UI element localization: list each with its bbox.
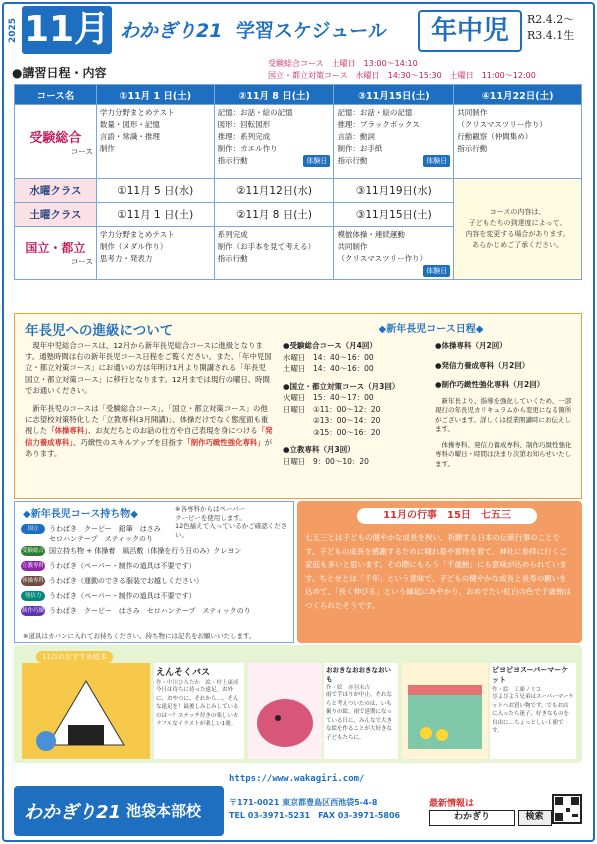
sat-date-3: ③11月15日(土) [334,203,454,227]
items-note: ※各専科からはペーパー クーピーを使用します。 12色揃えて入っているかご確認ください。 [175,505,288,539]
book-cover-2 [248,663,322,759]
birth-range [527,12,574,44]
supermarket-illustration [402,663,488,759]
book-author: 作・絵 赤羽末吉 [326,685,371,691]
sat-date-1: ①11月 1 日(土) [96,203,214,227]
header [8,6,589,56]
course-kokuritsu-sub: コース [70,257,93,266]
table-header: コース名 [15,85,97,105]
book-title: えんそくバス [156,668,211,678]
kokuritsu-cell-1: 学力分野まとめテスト 制作（メダル作り） 思考力・発表力 [96,227,214,280]
juken-cell-1: 学力分野まとめテスト 数量・図形・記憶 言語・常識・推理 制作 [96,105,214,179]
footer-contact [229,796,400,822]
juken-cell-3-text: 記憶：お話・絵の記憶 推理：ブラックボックス 言語：動詞 制作：お手紙 指示行動 [337,108,420,165]
search-button[interactable]: 検索 [518,810,552,826]
table-header: ②11月 8 日(土) [214,85,334,105]
trial-badge: 体験日 [303,155,330,167]
brand-logo: わかぎり21 [120,20,223,42]
item-tag: 発信力 [21,591,45,601]
advance-paragraph-1: 現年中児総合コースは、12月から新年長児総合コースに進級となります。通塾時間は右の新年長児コース日程をご覧ください。また、「年中児国立・都立対策コース」にお通いの方は年明け1月より開講される「年長児国立・都立対策コース」に移行となります。12月までは現行の曜日、時間でお通いください。 [25,341,272,395]
onigiri-illustration [22,663,150,759]
book-description: ぴよぴよ５兄弟はスーパーマーケットへお買い物です。でもお店に入ったら迷子、好きなものを自由に…ちょっとしい１冊です。 [492,694,574,734]
search-input[interactable]: わかぎり [429,810,515,826]
search-box[interactable] [429,810,557,826]
book-card-3 [490,663,576,759]
footer [14,768,582,838]
book-description: 今日は待ちに待った遠足。お外に、おやつに、それから…。そんな遠足を！最後しみじみしているのは～？ステッチ付きの楽しいカラフルなイラストが楽しい1冊。 [156,687,239,727]
grade-badge: 年中児 [418,10,522,52]
event-box [297,501,582,643]
course-times [268,58,536,82]
qr-pattern [554,796,580,822]
schedule-course: ●受験総合コース（月4回） [283,341,377,350]
table-header-row [15,85,582,105]
month-label: 11月 [22,6,112,54]
items-box [14,501,294,643]
wed-date-3: ③11月19日(水) [334,179,454,203]
schedule-time: 土曜日 14：40～16：00 [283,364,374,373]
list-item [21,546,289,556]
schedule-time: ②13：00～14：20 [313,416,381,425]
item-text: うわばき（ペーパー・制作の道具は不要です） [49,562,196,570]
course-juken [15,105,97,179]
potato-illustration [248,663,322,759]
wed-date-2: ②11月12日(水) [214,179,334,203]
advance-section [14,313,582,499]
kokuritsu-cell-2: 系列完成 制作（お手本を見て考える） 指示行動 [214,227,334,280]
advance-text-part: 新年長児のコースは「受験総合コース」、「国立・都立対策コース」の他に志望校対策特化した「立教専科(3月開講)」、体操だけでなく態度面も重視した [25,404,269,436]
table-header: ④11月22日(土) [454,85,582,105]
latest-info-label: 最新情報は [429,799,475,809]
table-header: ①11月 1 日(土) [96,85,214,105]
schedule-time: 水曜日 14：40～16：00 [283,352,374,362]
section-title: ●講習日程・内容 [12,66,107,80]
list-item [21,576,289,586]
item-tag: 体操専科 [21,578,44,584]
qr-code-icon[interactable] [552,794,582,824]
juken-cell-2 [214,105,334,179]
schedule-time: 日曜日 ①11：00～12：20 [283,404,381,414]
birth-to: R3.4.1生 [527,29,575,42]
footer-logo: わかぎり21 [24,802,122,823]
item-tag: 国立 [21,524,45,534]
book-card-1 [154,663,244,759]
list-item [21,606,289,616]
advance-text-part: 、お友だちとのお話の仕方や自己表現を身につける [87,426,258,436]
item-text: うわばき クーピー はさみ セロハンテープ スティックのり [49,607,251,615]
list-item [21,524,289,544]
event-title: 11月の行事 15日 七五三 [357,508,537,524]
item-text: うわばき（運動のできる服装でお越しください） [49,577,203,585]
kokuritsu-cell-3-text: 模倣体操・連続運動 共同制作 （クリスマスツリー作り） [337,230,428,263]
course-kokuritsu-name: 国立・都立 [25,241,86,255]
trial-badge: 体験日 [423,155,450,167]
new-schedule [283,320,579,496]
times-line-2: 国立・都立対策コース 水曜日 14:30～15:30 土曜日 11:00～12:00 [268,71,536,80]
footer-brand [14,786,224,836]
schedule-note: 新年長より、指導を強化していくため、一部現行の年長児カリキュラムから変更になる箇所がございます。詳しくは授業開講時にお伝えします。 [435,396,572,433]
birth-from: R2.4.2～ [527,13,575,26]
advance-title: 年長児への進級について [25,323,174,339]
course-note [454,179,582,280]
schedule-course: ●体操専科（月2回） [435,341,507,350]
kokuritsu-cell-3 [334,227,454,280]
table-header: ③11月15日(土) [334,85,454,105]
class-sat: 土曜クラス [15,203,97,227]
advance-highlight: 「体操専科」 [47,426,88,436]
year-label: 2025 [8,17,18,43]
new-schedule-right [435,340,577,469]
schedule-time: ③15：00～16：20 [313,427,381,437]
new-schedule-left [283,340,431,467]
book-section [14,645,582,763]
schedule-note: 体操専科、発信力養成専科、制作巧緻性強化専科の曜日・時間は決まり次第お知らせいたします。 [435,440,572,468]
list-item [21,561,289,571]
advance-paragraph-2 [25,403,273,459]
juken-cell-3 [334,105,454,179]
juken-cell-4: 共同制作 （クリスマスツリー作り） 行動観察（仲間集め） 指示行動 [454,105,582,179]
advance-text-part: 、巧緻性のスキルアップを目指す [73,437,184,447]
sat-date-2: ②11月 8 日(土) [214,203,334,227]
advance-highlight: 「制作巧緻性強化専科」 [183,437,265,447]
advance-highlight: 「発信力養成専科」 [25,426,273,447]
item-tag: 制作巧緻 [21,608,44,614]
item-tag: 立教専科 [21,563,44,569]
footer-phone: TEL 03-3971-5231 FAX 03-3971-5806 [229,811,401,820]
course-juken-name: 受験総合 [29,130,82,146]
book-description: 雨で芋ほりが中止。それならと考えついたのは、いも掘りの絵。雨で延期になっている日に、みんなで大きな絵を作ることが大好きな子どもたちに。 [326,692,393,741]
items-footnote: ※道具はカバンに入れてお持ちください。持ち物には記名をお願いいたします。 [23,632,256,640]
trial-badge: 体験日 [423,265,450,277]
book-cover-3 [402,663,488,759]
list-item [21,591,289,601]
book-title: おおきなおおきなおいも [326,666,391,683]
items-title: ◆新年長児コース持ち物◆ [23,509,138,520]
schedule-time: 火曜日 15：40～17：00 [283,393,374,402]
book-author: 作・中川ひろたか 絵・村上康成 [156,680,239,686]
course-kokuritsu [15,227,97,280]
item-text: 国立持ち物 + 体操着 風呂敷（体操を行う日のみ）クレヨン [49,547,242,555]
book-cover-1 [22,663,150,759]
advance-text-part: があります。 [25,437,273,458]
table-row-wed [15,179,582,203]
book-card-2 [324,663,398,759]
item-text: うわばき クーピー 鉛筆 はさみ セロハンテープ スティックのり [49,525,161,543]
footer-branch: 池袋本部校 [126,802,202,820]
item-text: うわばき（ペーパー・制作の道具は不要です） [49,592,196,600]
schedule-course: ●立教専科（月3回） [283,445,355,454]
book-author: 作・絵 工藤ノリコ [492,687,542,693]
juken-cell-2-text: 記憶：お話・絵の記憶 図形：回転図形 推理：系列完成 制作：カエル作り 指示行動 [217,108,293,165]
new-schedule-title: ◆新年長児コース日程◆ [378,324,484,335]
schedule-table [14,84,582,280]
advance-text [25,340,273,466]
wed-date-1: ①11月 5 日(水) [96,179,214,203]
item-tag: 受験総合 [21,548,44,554]
schedule-time: 日曜日 9：00～10：20 [283,456,369,466]
schedule-course: ●制作巧緻性強化専科（月2回） [435,380,545,389]
schedule-course: ●発信力養成専科（月2回） [435,360,530,370]
class-wed: 水曜クラス [15,179,97,203]
table-row-juken [15,105,582,179]
book-title: ピヨピヨスーパーマーケット [492,666,569,684]
book-section-label: 11月のおすすめ絵本 [36,651,113,663]
course-juken-sub: コース [70,146,93,156]
footer-address: 〒171-0021 東京都豊島区西池袋5-4-8 [229,798,378,807]
page-title: 学習スケジュール [236,20,387,42]
event-text: 七五三とは子どもの健やかな成長を祝い、祈願する日本の伝統行事のことです。子どもの成長を感謝するために晴れ着や着物を着て、神社に参拝に行くご家庭も多いと思います。その際にもらう「千歳飴」にも意味が込められています。ちとせとは「千年」という意味で、子どもの健やかな成長と長寿の願いを込めて、「長く伸びる」という縁起にあやかり、おめでたい紅白の色で千歳飴はつくられたそうです。 [305,533,572,610]
times-line-1: 受験総合コース 土曜日 13:00～14:10 [268,59,418,68]
schedule-course: ●国立・都立対策コース（月3回） [283,381,400,391]
course-note-text: コースの内容は、 子どもたちの到達度によって、 内容を変更する場合があります。 あらかじめご了承ください。 [465,208,570,249]
website-link[interactable]: https://www.wakagiri.com/ [229,774,365,784]
